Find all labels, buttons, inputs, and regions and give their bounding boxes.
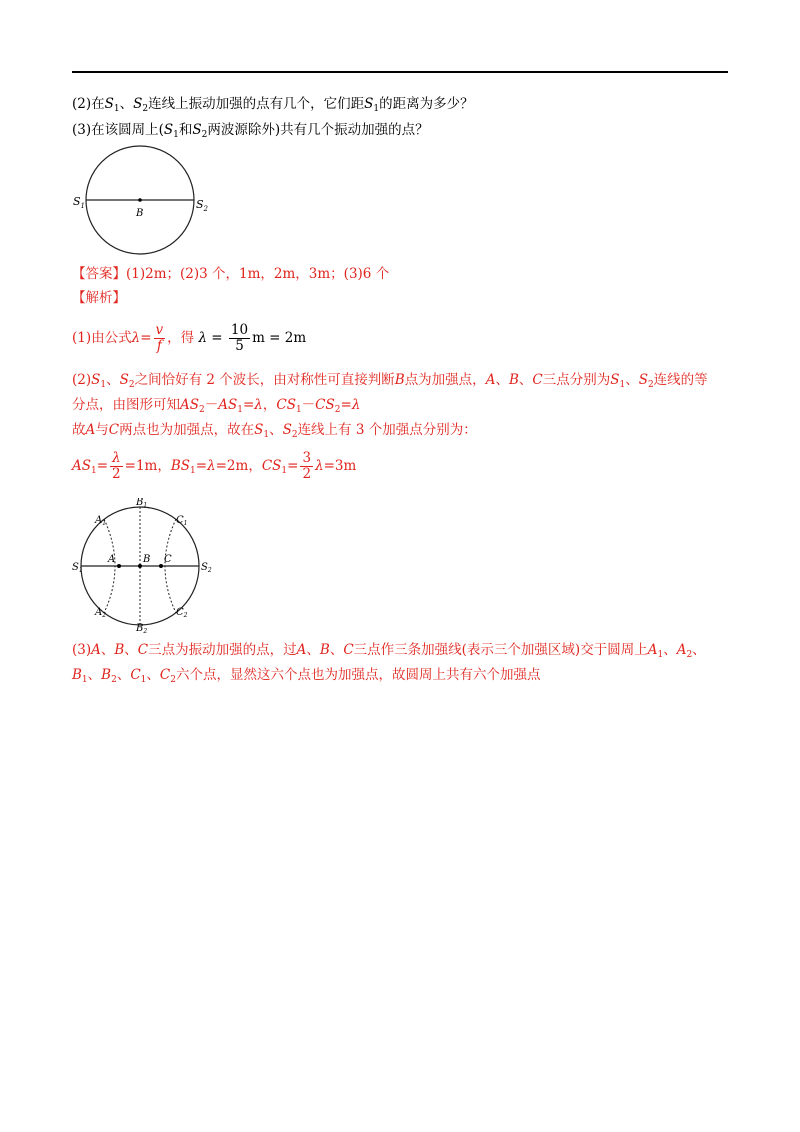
analysis-part-2-line-1: $(2)S_1$、$S_2$之间恰好有 2 个波长，由对称性可直接判断B点为加强点，A、B、C三点分别为$S_1$、$S_2$连线的等 [72,372,708,390]
analysis-part-2-line-2: 分点，由图形可知$AS_2-AS_1=\lambda$，$CS_1-CS_2=\lambda$ [72,397,361,415]
fraction-lambda-over-2: $\frac{\lambda}{2}$ [112,450,121,482]
analysis-part-2-line-3: 故A与C两点也为加强点，故在$S_1$、$S_2$连线上有 3 个加强点分别为： [72,422,477,440]
circle-figure-2 [70,498,220,633]
fig2-a2-label: $A_2$ [95,607,107,619]
fig2-c1-label: $C_1$ [176,515,188,527]
header-rule [72,71,728,73]
question-2: (2)在$S_1$、$S_2$连线上振动加强的点有几个，它们距$S_1$的距离为多少？ [72,96,474,114]
fraction-3-over-2: $\frac{3}{2}$ [302,450,312,482]
fig2-c-label: C [164,554,172,565]
fig1-s1-label: $S_1$ [73,195,86,210]
fig2-s1-label: $S_1$ [72,562,83,574]
analysis-part-3-line-1: (3)A、B、C三点为振动加强的点，过A、B、C三点作三条加强线(表示三个加强区域)交于圆周上$A_1$、$A_2$、 [72,642,706,660]
fraction-v-over-f: $\frac{v}{f}$ [155,322,164,354]
fig2-s2-label: $S_2$ [201,562,212,574]
fig2-c2-label: $C_2$ [176,607,188,619]
fig2-a1-label: $A_1$ [95,515,107,527]
fig1-b-label: B [136,208,144,219]
circle-figure-1 [70,143,220,255]
fig1-s2-label: $S_2$ [196,198,209,213]
question-3: (3)在该圆周上($S_1$和$S_2$两波源除外)共有几个振动加强的点？ [72,122,429,140]
fig2-a-label: A [108,554,116,565]
fig2-b-label: B [143,554,151,565]
analysis-part-2-distances: $AS_1=$ $\frac{\lambda}{2}$ =1m，$BS_1=\lambda=2m$，$CS_1=$ $\frac{3}{2}$ λ=3m [72,450,357,482]
fraction-10-over-5: $\frac{10}{5}$ [230,322,249,354]
analysis-part-3-line-2: $B_1$、$B_2$、$C_1$、$C_2$六个点，显然这六个点也为加强点，故圆周上共有六个加强点 [72,667,541,685]
fig2-b1-label: $B_1$ [136,498,148,509]
answer: 【答案】(1)2m；(2)3 个，1m，2m，3m；(3)6 个 [72,266,390,282]
analysis-heading: 【解析】 [72,290,126,306]
fig2-b2-label: $B_2$ [136,623,148,633]
analysis-part-1: (1)由公式λ= $\frac{v}{f}$ ，得 λ = $\frac{10}{5}$ m = 2m [72,322,307,354]
